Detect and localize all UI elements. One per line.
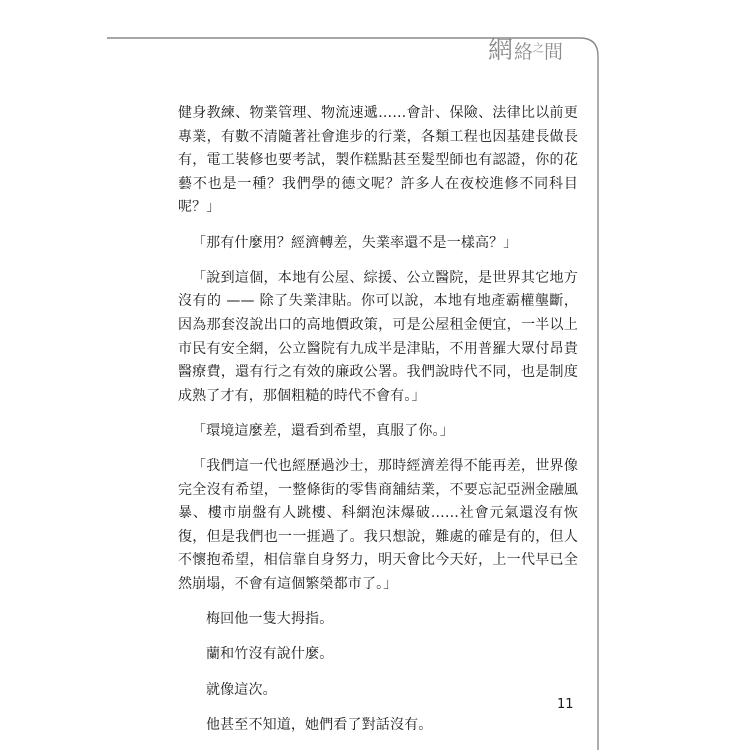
page-number: 11: [557, 697, 574, 712]
paragraph: 就像這次。: [206, 681, 277, 698]
logo-char: 間: [544, 41, 564, 63]
paragraph: 「那有什麼用？經濟轉差，失業率還不是一樣高？」: [192, 234, 518, 251]
logo-char: 之: [533, 41, 545, 55]
paragraph: 「我們這一代也經歷過沙士，那時經濟差得不能再差，世界像完全沒有希望，一整條街的零售商舖結業，不要忘記亞洲金融風暴、樓市崩盤有人跳樓、科網泡沫爆破……社會元氣還沒有恢復，但是我們也一一捱過了。我只想說，難處的確是有的，但人不懷抱希望，相信靠自身努力，明天會比今天好，上一代早已全然崩塌，不會有這個繁榮都市了。」: [178, 458, 578, 593]
paragraph: 蘭和竹沒有說什麼。: [206, 646, 334, 663]
paragraph: 「環境這麼差，還看到希望，真服了你。」: [192, 422, 454, 439]
logo-char: 絡: [514, 41, 534, 63]
logo-char: 網: [488, 35, 515, 64]
paragraph: 他甚至不知道，她們看了對話沒有。: [206, 716, 433, 733]
paragraph: 「說到這個，本地有公屋、綜援、公立醫院，是世界其它地方沒有的 —— 除了失業津貼。你可以說，本地有地產霸權壟斷，因為那套沒說出口的高地價政策，可是公屋租金便宜，一半以上市民有安全網，公立醫院有九成半是津貼，不用普羅大眾付昂貴醫療費，還有行之有效的廉政公署。我們說時代不同，也是制度成熟了才有，那個粗糙的時代不會有。」: [178, 269, 578, 404]
paragraph: 梅回他一隻大拇指。: [206, 611, 334, 628]
header-logo: [488, 30, 563, 66]
paragraph: 健身教練、物業管理、物流速遞……會計、保險、法律比以前更專業，有數不清隨著社會進步的行業，各類工程也因基建長做長有，電工裝修也要考試，製作糕點甚至髮型師也有認證，你的花藝不也是一種？我們學的德文呢？許多人在夜校進修不同科目呢？」: [178, 105, 578, 216]
body-text: [178, 102, 578, 749]
